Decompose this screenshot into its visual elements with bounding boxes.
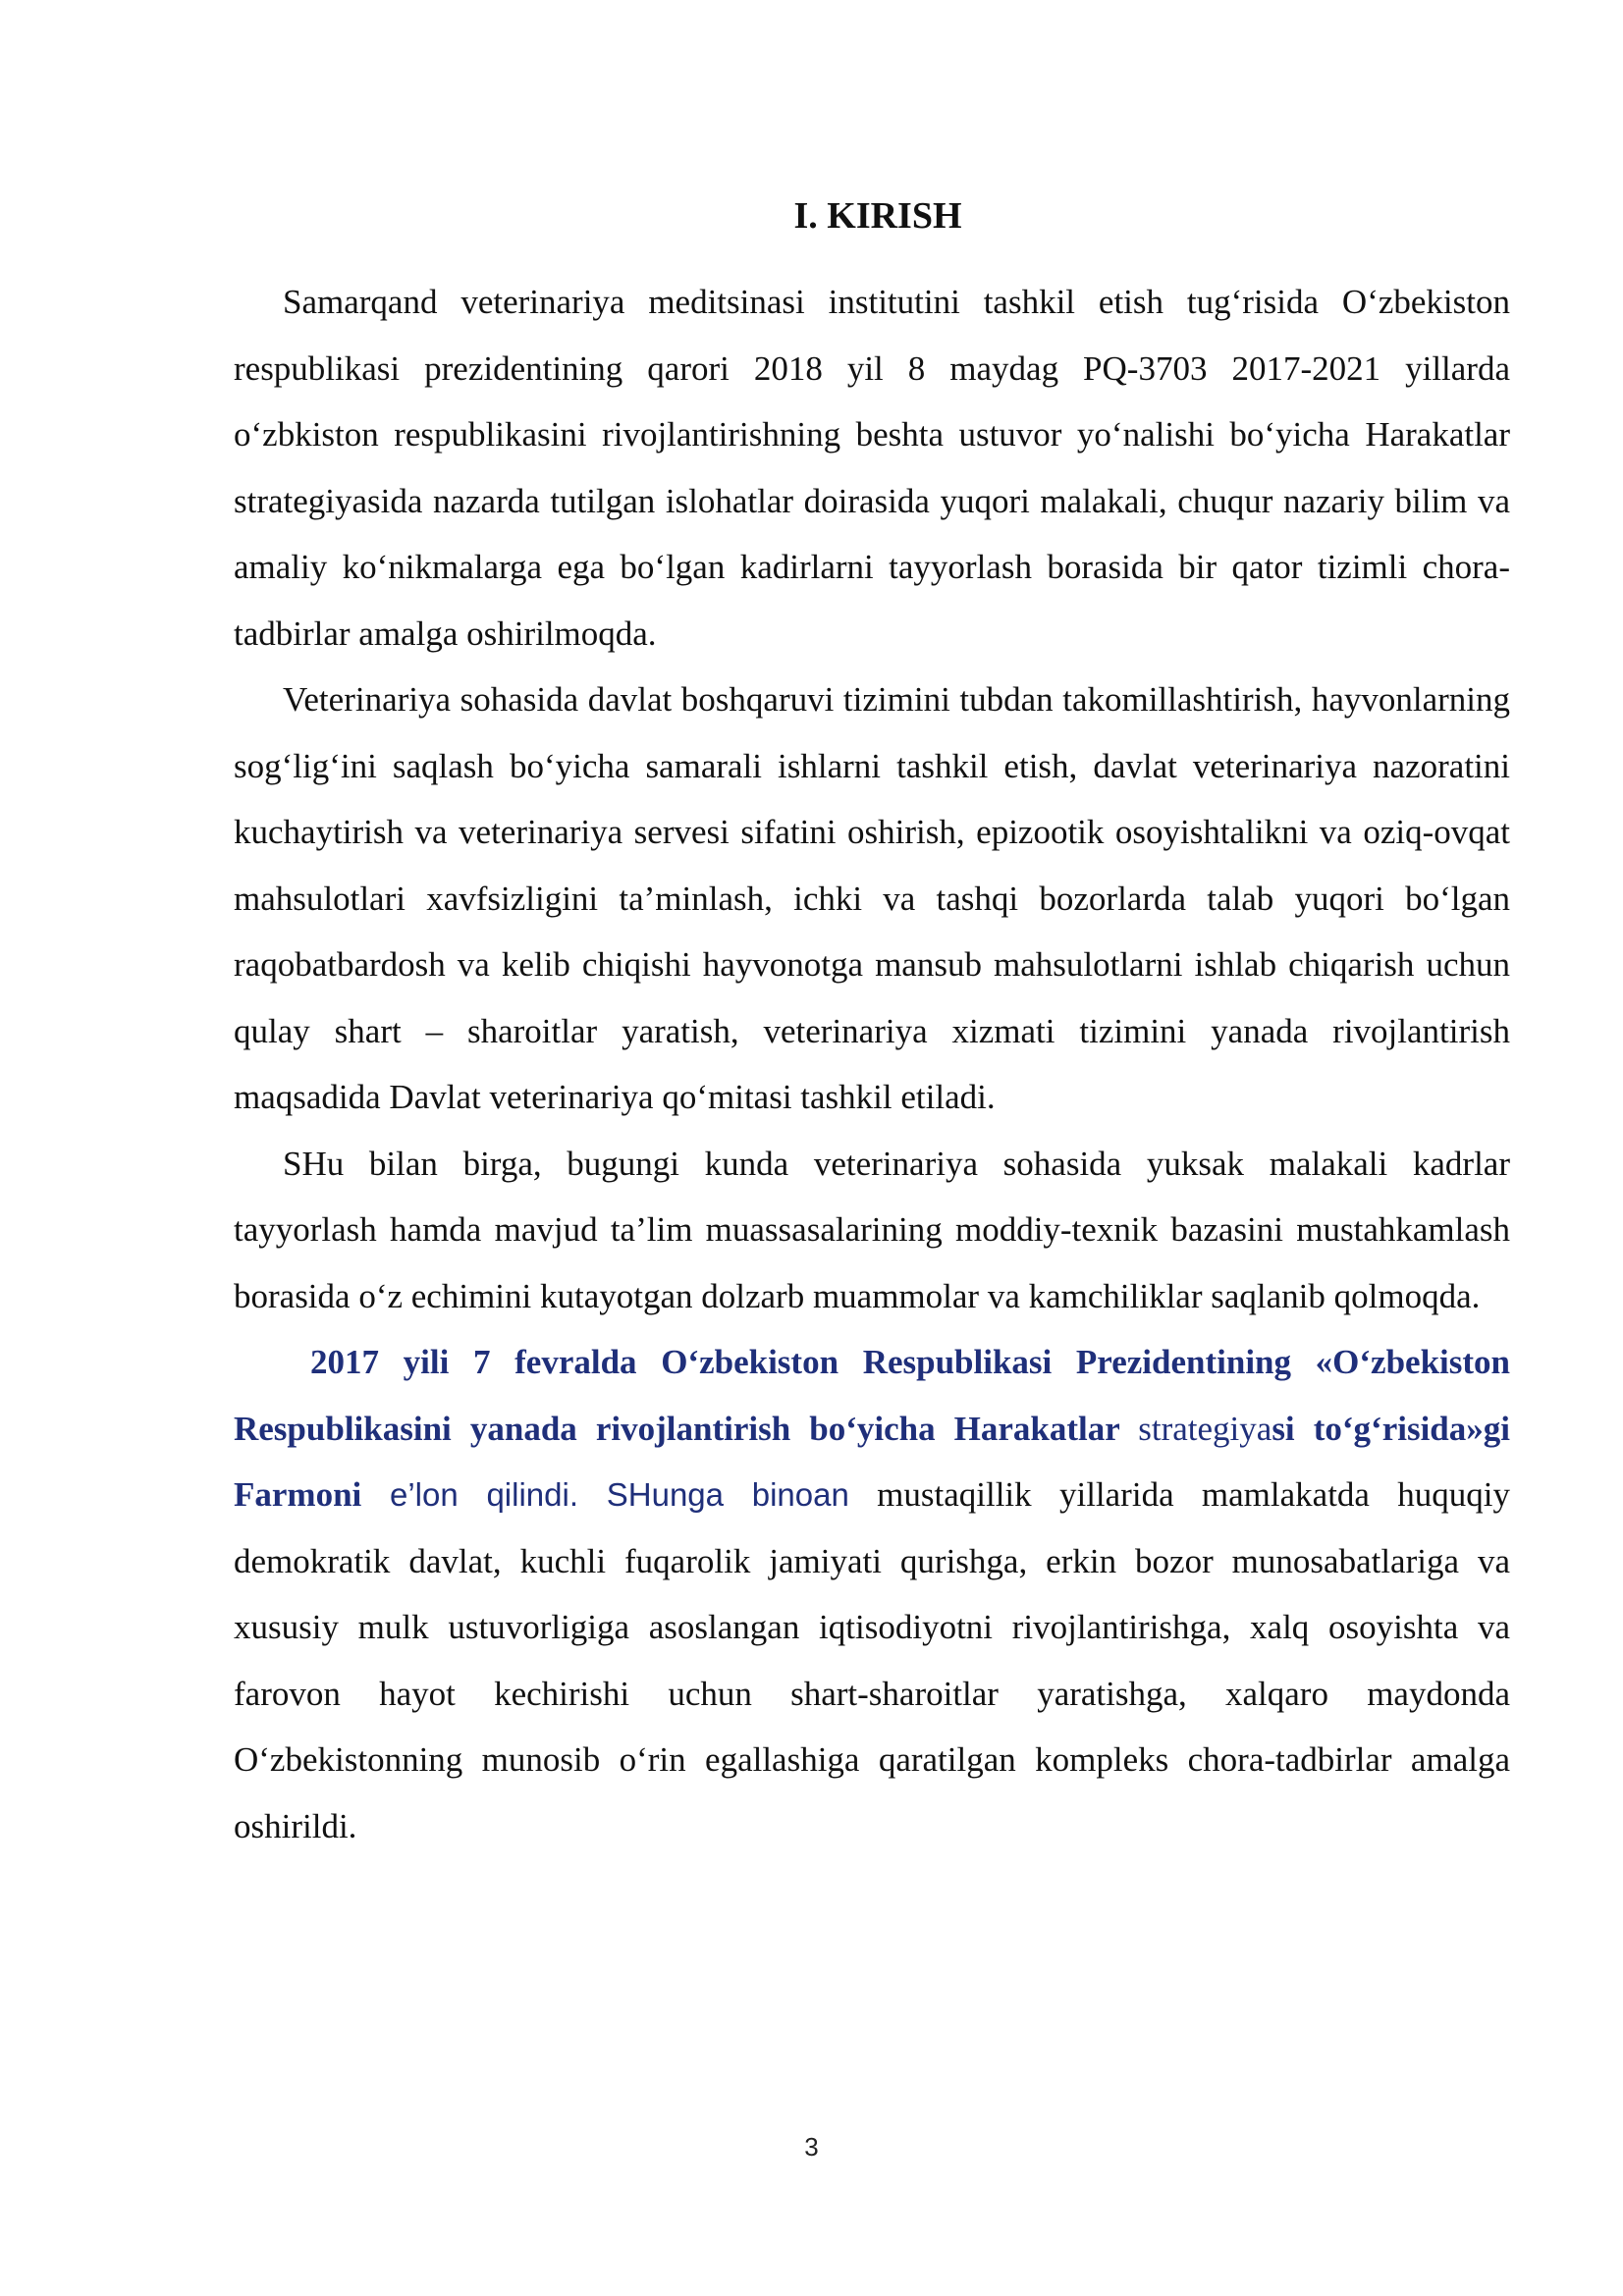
decree-title-farmoni: si to‘g‘risida»gi Farmoni <box>234 1409 1510 1514</box>
section-heading: I. KIRISH <box>793 195 962 237</box>
paragraph-3: SHu bilan birga, bugungi kunda veterinariya sohasida yuksak malakali kadrlar tayyorlash hamda mavjud ta’lim muassasalarining moddiy-texnik bazasini mustahkamlash borasida o‘z echimini kutayotgan dolzarb muammolar va kamchiliklar saqlanib qolmoqda. <box>234 1144 1510 1315</box>
paragraph-4 <box>234 1329 1510 1859</box>
paragraph-2: Veterinariya sohasida davlat boshqaruvi tizimini tubdan takomillashtirish, hayvonlarning sog‘lig‘ini saqlash bo‘yicha samarali ishlarni tashkil etish, davlat veterinariya nazoratini kuchaytirish va veterinariya servesi sifatini oshirish, epizootik osoyishtalikni va oziq-ovqat mahsulotlari xavfsizligini ta’minlash, ichki va tashqi bozorlarda talab yuqori bo‘lgan raqobatbardosh va kelib chiqishi hayvonotga mansub mahsulotlarni ishlab chiqarish uchun qulay shart – sharoitlar yaratish, veterinariya xizmati tizimini yanada rivojlantirish maqsadida Davlat veterinariya qo‘mitasi tashkil etiladi. <box>234 680 1510 1116</box>
document-page <box>234 192 1510 1859</box>
decree-announced: e’lon qilindi. SHunga binoan <box>361 1476 849 1513</box>
decree-title-strategiya: strategiya <box>1138 1409 1272 1448</box>
paragraph-1: Samarqand veterinariya meditsinasi institutini tashkil etish tug‘risida O‘zbekiston respublikasi prezidentining qarori 2018 yil 8 maydag PQ-3703 2017-2021 yillarda o‘zbkiston respublikasini rivojlantirishning beshta ustuvor yo‘nalishi bo‘yicha Harakatlar strategiyasida nazarda tutilgan islohatlar doirasida yuqori malakali, chuqur nazariy bilim va amaliy ko‘nikmalarga ega bo‘lgan kadirlarni tayyorlash borasida bir qator tizimli chora-tadbirlar amalga oshirilmoqda. <box>234 283 1510 653</box>
decree-date-title: 2017 yili 7 fevralda O‘zbekiston Respublikasi Prezidentining «O‘zbekiston Respublikasini yanada rivojlantirish bo‘yicha Harakatlar <box>234 1343 1510 1448</box>
paragraph-4-body: mustaqillik yillarida mamlakatda huquqiy demokratik davlat, kuchli fuqarolik jamiyati qurishga, erkin bozor munosabatlariga va xususiy mulk ustuvorligiga asoslangan iqtisodiyotni rivojlantirishga, xalq osoyishta va farovon hayot kechirishi uchun shart-sharoitlar yaratishga, xalqaro maydonda O‘zbekistonning munosib o‘rin egallashiga qaratilgan kompleks chora-tadbirlar amalga oshirildi. <box>234 1475 1510 1845</box>
page-number: 3 <box>804 2132 819 2162</box>
